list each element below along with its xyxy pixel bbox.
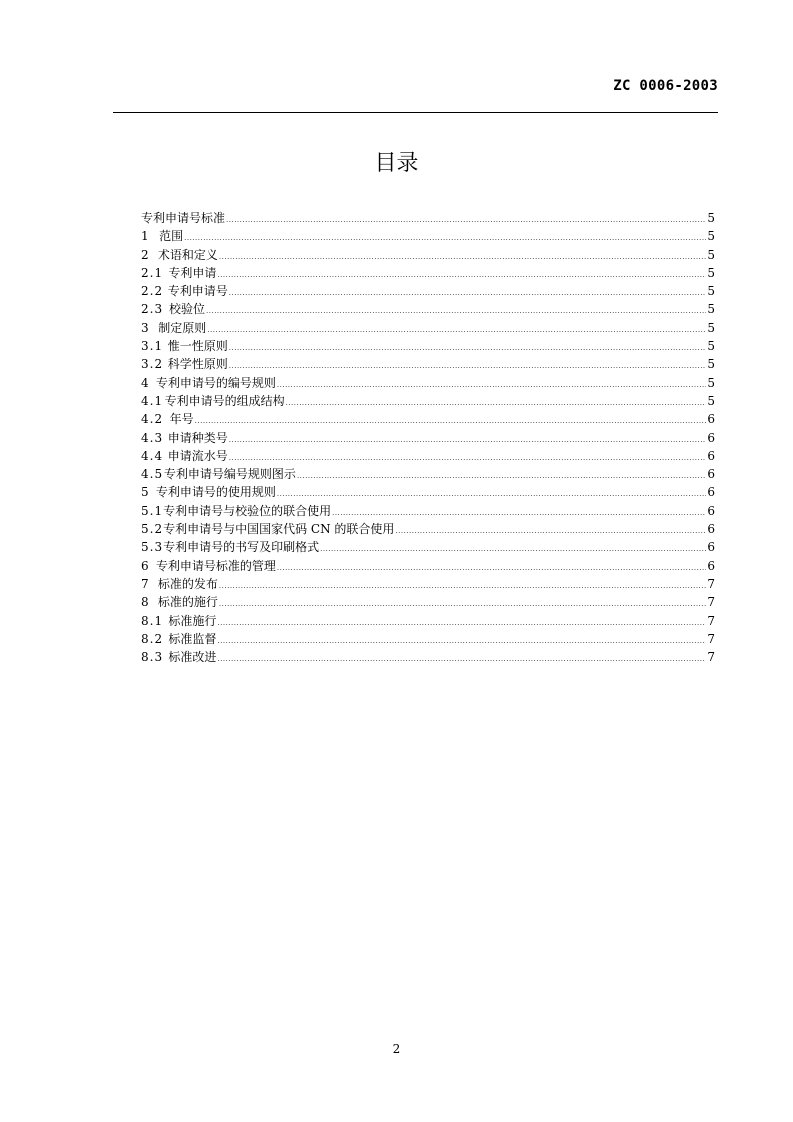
dot-leader: [219, 595, 706, 613]
dot-leader: [206, 302, 706, 320]
toc-entry-page: 7: [707, 613, 715, 628]
toc-entry-number: 3.2: [141, 357, 164, 372]
toc-entry-number: 4: [141, 375, 149, 390]
toc-entry[interactable]: [141, 447, 715, 465]
dot-leader: [195, 412, 706, 430]
toc-entry[interactable]: [141, 410, 715, 428]
dot-leader: [219, 577, 706, 595]
dot-leader: [229, 284, 706, 302]
toc-entry-number: 3: [141, 320, 149, 335]
toc-entry[interactable]: [141, 575, 715, 593]
toc-entry[interactable]: [141, 630, 715, 648]
toc-entry-number: 6: [141, 558, 149, 573]
toc-entry-page: 6: [707, 503, 715, 518]
toc-entry[interactable]: [141, 465, 715, 483]
dot-leader: [229, 339, 706, 357]
toc-entry-page: 5: [707, 357, 715, 372]
toc-entry-title: 校验位: [169, 302, 206, 317]
toc-entry-number: 1: [141, 229, 149, 244]
toc-entry[interactable]: [141, 319, 715, 337]
toc-entry-title: 标准的施行: [157, 595, 218, 610]
toc-entry-number: 4.4: [141, 448, 164, 463]
dot-leader: [277, 485, 706, 503]
dot-leader: [207, 321, 706, 339]
toc-entry-page: 6: [707, 467, 715, 482]
toc-entry-title: 标准监督: [168, 631, 217, 646]
toc-entry-number: 7: [141, 576, 149, 591]
toc-entry-number: 4.3: [141, 430, 164, 445]
toc-entry-title: 专利申请号的编号规则: [155, 375, 276, 390]
toc-entry-title: 专利申请号的书写及印刷格式: [163, 540, 320, 555]
toc-entry-title: 标准的发布: [157, 576, 218, 591]
toc-entry-page: 6: [707, 430, 715, 445]
toc-entry-page: 5: [707, 393, 715, 408]
toc-entry-number: 8: [141, 595, 149, 610]
toc-entry-title: 标准改进: [168, 650, 217, 665]
document-code: ZC 0006-2003: [613, 78, 718, 94]
dot-leader: [229, 431, 706, 449]
toc-entry-number: 5.1: [141, 503, 164, 518]
toc-entry-page: 5: [707, 229, 715, 244]
toc-entry-title: 申请种类号: [167, 430, 228, 445]
toc-entry-number: 4.1: [141, 393, 164, 408]
toc-entry-page: 7: [707, 576, 715, 591]
toc-entry[interactable]: [141, 300, 715, 318]
dot-leader: [217, 650, 706, 668]
dot-leader: [217, 614, 706, 632]
dot-leader: [226, 211, 706, 229]
toc-entry-page: 7: [707, 650, 715, 665]
toc-entry-page: 6: [707, 485, 715, 500]
toc-entry-title: 术语和定义: [157, 247, 218, 262]
dot-leader: [320, 540, 706, 558]
toc-entry-title: 专利申请号的组成结构: [164, 393, 285, 408]
toc-entry-title: 年号: [169, 412, 194, 427]
toc-entry-page: 5: [707, 247, 715, 262]
toc-entry-page: 6: [707, 448, 715, 463]
toc-entry[interactable]: [141, 557, 715, 575]
toc-entry[interactable]: [141, 227, 715, 245]
toc-entry-page: 5: [707, 339, 715, 354]
toc-entry-number: 5: [141, 485, 149, 500]
toc-entry-page: 5: [707, 302, 715, 317]
toc-entry-title: 专利申请号: [167, 284, 228, 299]
toc-entry[interactable]: [141, 520, 715, 538]
toc-entry-number: 4.5: [141, 467, 164, 482]
toc-entry[interactable]: [141, 264, 715, 282]
dot-leader: [229, 357, 706, 375]
toc-entry[interactable]: [141, 282, 715, 300]
dot-leader: [217, 266, 706, 284]
toc-entry-title: 标准施行: [168, 613, 217, 628]
toc-entry-title: 申请流水号: [167, 448, 228, 463]
toc-entry-page: 6: [707, 540, 715, 555]
toc-entry[interactable]: [141, 502, 715, 520]
toc-entry[interactable]: [141, 392, 715, 410]
toc-entry-page: 5: [707, 211, 715, 225]
toc-entry-title: 范围: [159, 229, 184, 244]
toc-entry-title: 专利申请号标准的管理: [155, 558, 276, 573]
toc-entry-number: 4.2: [141, 412, 164, 427]
page-header: [113, 74, 718, 113]
toc-entry-title: 专利申请号与中国国家代码 CN 的联合使用: [163, 522, 395, 537]
dot-leader: [395, 522, 706, 540]
toc-entry-title: 专利申请号编号规则图示: [163, 467, 296, 482]
dot-leader: [277, 376, 706, 394]
toc-entry-title: 专利申请: [168, 265, 217, 280]
toc-entry-number: 3.1: [141, 339, 164, 354]
toc-entry[interactable]: [141, 538, 715, 556]
toc-entry-page: 5: [707, 320, 715, 335]
toc-entry-page: 6: [707, 412, 715, 427]
toc-entry-title: 专利申请号标准: [141, 211, 226, 225]
toc-entry-number: 2.3: [141, 302, 164, 317]
toc-entry-number: 2.2: [141, 284, 164, 299]
toc-entry[interactable]: [141, 337, 715, 355]
toc-entry-number: 2: [141, 247, 149, 262]
toc-entry-number: 5.2: [141, 522, 164, 537]
dot-leader: [184, 229, 706, 247]
dot-leader: [229, 449, 706, 467]
page-number: 2: [392, 1042, 401, 1056]
dot-leader: [219, 248, 706, 266]
toc-entry-page: 5: [707, 284, 715, 299]
toc-entry-number: 8.2: [141, 631, 164, 646]
toc-entry[interactable]: [141, 593, 715, 611]
toc-entry-number: 8.1: [141, 613, 164, 628]
toc-entry[interactable]: [141, 429, 715, 447]
toc-entry-title: 专利申请号与校验位的联合使用: [163, 503, 332, 518]
toc-entry-title: 惟一性原则: [167, 339, 228, 354]
toc-entry-page: 5: [707, 375, 715, 390]
table-of-contents: [141, 209, 715, 666]
toc-entry[interactable]: [141, 374, 715, 392]
toc-entry[interactable]: [141, 246, 715, 264]
dot-leader: [297, 467, 706, 485]
toc-entry-title: 专利申请号的使用规则: [155, 485, 276, 500]
toc-entry[interactable]: [141, 355, 715, 373]
toc-entry-page: 6: [707, 522, 715, 537]
dot-leader: [286, 394, 706, 412]
dot-leader: [217, 632, 706, 650]
toc-entry-title: 制定原则: [158, 320, 207, 335]
toc-entry-number: 2.1: [141, 265, 164, 280]
toc-entry[interactable]: [141, 209, 715, 227]
toc-entry-page: 6: [707, 558, 715, 573]
toc-entry[interactable]: [141, 648, 715, 666]
toc-entry-title: 科学性原则: [167, 357, 228, 372]
toc-entry-page: 7: [707, 631, 715, 646]
toc-entry-page: 7: [707, 595, 715, 610]
dot-leader: [277, 559, 706, 577]
toc-entry[interactable]: [141, 483, 715, 501]
toc-entry-page: 5: [707, 265, 715, 280]
toc-entry[interactable]: [141, 612, 715, 630]
toc-entry-number: 5.3: [141, 540, 164, 555]
toc-entry-number: 8.3: [141, 650, 164, 665]
toc-title: 目录: [374, 151, 419, 176]
